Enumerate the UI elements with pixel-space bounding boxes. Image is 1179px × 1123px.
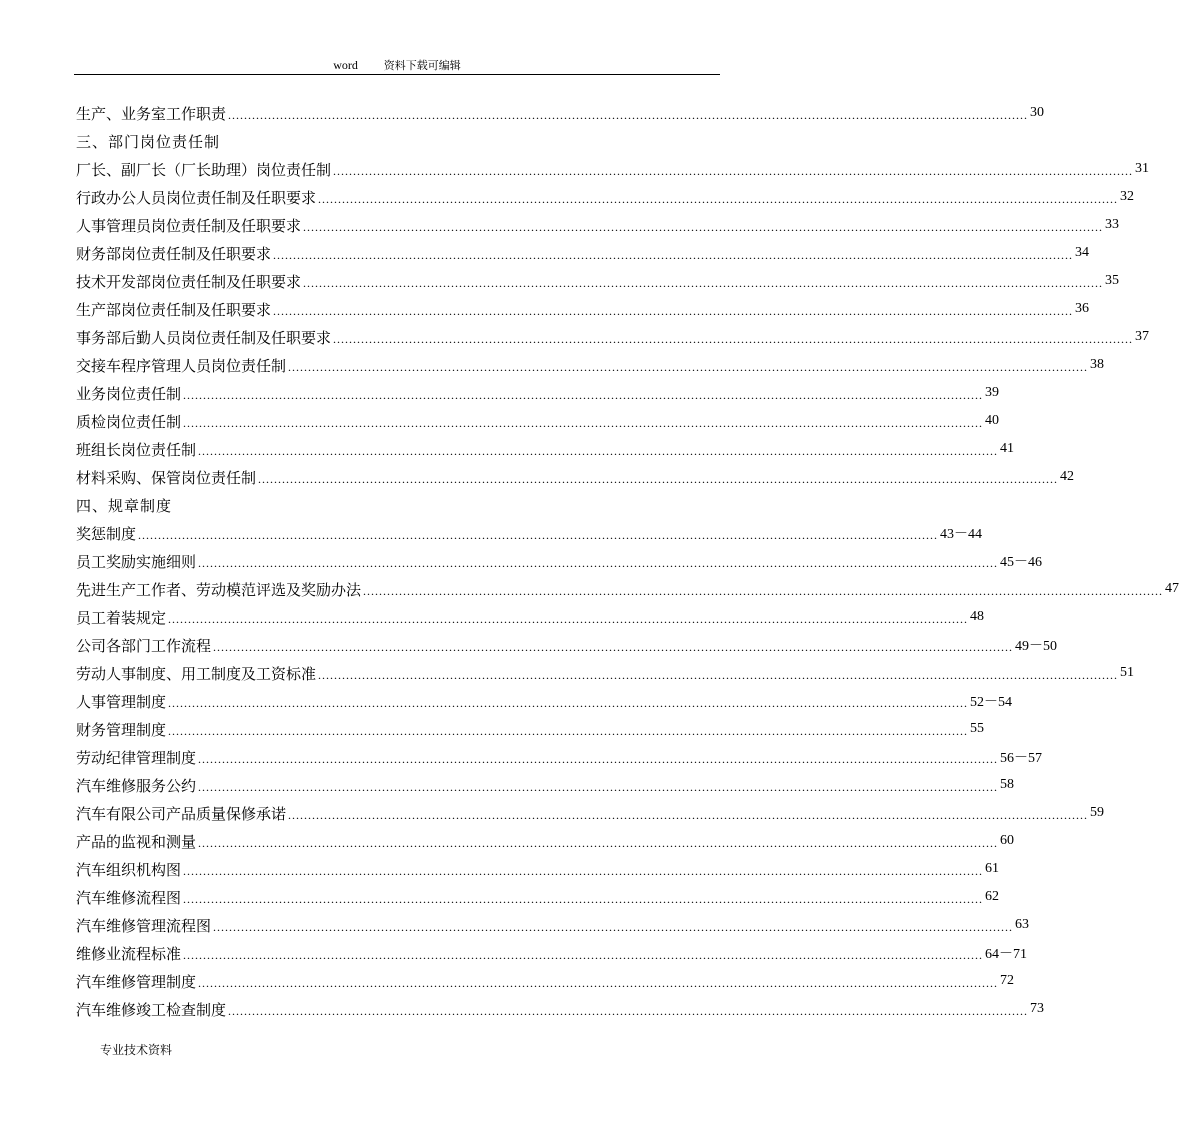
toc-entry-title: 业务岗位责任制 xyxy=(76,384,182,403)
toc-dot-leader: ........................................................................................................................................................................................................ xyxy=(363,583,1164,598)
header-left-text: word xyxy=(333,58,358,72)
toc-entry xyxy=(76,659,1135,687)
toc-page-number: 59 xyxy=(1090,805,1105,820)
toc-entry xyxy=(76,183,1135,211)
toc-page-number: 45－46 xyxy=(1000,555,1043,570)
toc-entry xyxy=(76,939,1028,967)
toc-entry xyxy=(76,967,1015,995)
toc-page-number: 72 xyxy=(1000,973,1015,988)
toc-entry xyxy=(76,911,1030,939)
toc-entry xyxy=(76,351,1105,379)
toc-page-number: 52－54 xyxy=(970,695,1013,710)
toc-page-number: 64－71 xyxy=(985,947,1028,962)
toc-entry xyxy=(76,239,1090,267)
toc-entry xyxy=(76,547,1043,575)
toc-dot-leader: ........................................................................................................................................................................................................ xyxy=(168,723,969,738)
toc-entry-title: 财务部岗位责任制及任职要求 xyxy=(76,244,272,263)
toc-entry xyxy=(76,883,1000,911)
toc-page-number: 43－44 xyxy=(940,527,983,542)
toc-dot-leader: ........................................................................................................................................................................................................ xyxy=(198,835,999,850)
toc-page-number: 62 xyxy=(985,889,1000,904)
toc-dot-leader: ........................................................................................................................................................................................................ xyxy=(138,527,939,542)
toc-entry xyxy=(76,855,1000,883)
toc-page-number: 63 xyxy=(1015,917,1030,932)
toc-entry-title: 事务部后勤人员岗位责任制及任职要求 xyxy=(76,328,332,347)
toc-entry xyxy=(76,267,1120,295)
toc-dot-leader: ........................................................................................................................................................................................................ xyxy=(198,555,999,570)
toc-page-number: 38 xyxy=(1090,357,1105,372)
toc-page-number: 56－57 xyxy=(1000,751,1043,766)
toc-entry xyxy=(76,575,1179,603)
toc-entry xyxy=(76,99,1045,127)
toc-entry xyxy=(76,295,1090,323)
toc-dot-leader: ........................................................................................................................................................................................................ xyxy=(183,863,984,878)
toc-page-number: 33 xyxy=(1105,217,1120,232)
toc-dot-leader: ........................................................................................................................................................................................................ xyxy=(198,751,999,766)
toc-entry-title: 汽车有限公司产品质量保修承诺 xyxy=(76,804,287,823)
toc-entry-title: 生产部岗位责任制及任职要求 xyxy=(76,300,272,319)
toc-entry-title: 劳动纪律管理制度 xyxy=(76,748,197,767)
toc-page-number: 35 xyxy=(1105,273,1120,288)
toc-entry xyxy=(76,463,1075,491)
toc-entry-title: 奖惩制度 xyxy=(76,524,137,543)
toc-entry xyxy=(76,603,985,631)
toc-dot-leader: ........................................................................................................................................................................................................ xyxy=(228,1003,1029,1018)
toc-page-number: 40 xyxy=(985,413,1000,428)
toc-entry xyxy=(76,743,1043,771)
toc-dot-leader: ........................................................................................................................................................................................................ xyxy=(288,359,1089,374)
toc-dot-leader: ........................................................................................................................................................................................................ xyxy=(213,639,1014,654)
toc-page-number: 32 xyxy=(1120,189,1135,204)
toc-page-number: 39 xyxy=(985,385,1000,400)
toc-page-number: 30 xyxy=(1030,105,1045,120)
toc-entry xyxy=(76,995,1045,1023)
toc-entry-title: 汽车维修流程图 xyxy=(76,888,182,907)
toc-entry xyxy=(76,771,1015,799)
toc-dot-leader: ........................................................................................................................................................................................................ xyxy=(183,891,984,906)
toc-page-number: 47 xyxy=(1165,581,1179,596)
toc-entry-title: 公司各部门工作流程 xyxy=(76,636,212,655)
toc-entry-title: 汽车维修竣工检查制度 xyxy=(76,1000,227,1019)
toc-entry-title: 厂长、副厂长（厂长助理）岗位责任制 xyxy=(76,160,332,179)
toc-page-number: 60 xyxy=(1000,833,1015,848)
toc-entry xyxy=(76,155,1150,183)
toc-dot-leader: ........................................................................................................................................................................................................ xyxy=(288,807,1089,822)
toc-page-number: 34 xyxy=(1075,245,1090,260)
toc-entry xyxy=(76,631,1058,659)
toc-page-number: 61 xyxy=(985,861,1000,876)
toc-entry-title: 人事管理员岗位责任制及任职要求 xyxy=(76,216,302,235)
toc-dot-leader: ........................................................................................................................................................................................................ xyxy=(333,163,1134,178)
toc-dot-leader: ........................................................................................................................................................................................................ xyxy=(273,303,1074,318)
page-header xyxy=(74,56,720,75)
toc-dot-leader: ........................................................................................................................................................................................................ xyxy=(303,275,1104,290)
toc-entry xyxy=(76,687,1013,715)
toc-dot-leader: ........................................................................................................................................................................................................ xyxy=(183,387,984,402)
toc-dot-leader: ........................................................................................................................................................................................................ xyxy=(198,975,999,990)
toc-dot-leader: ........................................................................................................................................................................................................ xyxy=(273,247,1074,262)
toc-entry xyxy=(76,379,1000,407)
toc-entry xyxy=(76,519,983,547)
toc-entry-title: 员工着装规定 xyxy=(76,608,167,627)
toc-page-number: 48 xyxy=(970,609,985,624)
toc-entry xyxy=(76,715,985,743)
toc-dot-leader: ........................................................................................................................................................................................................ xyxy=(183,415,984,430)
toc-section-title: 四、规章制度 xyxy=(76,496,173,515)
toc-entry-title: 汽车维修管理流程图 xyxy=(76,916,212,935)
toc-entry xyxy=(76,407,1000,435)
toc-dot-leader: ........................................................................................................................................................................................................ xyxy=(183,947,984,962)
toc-entry xyxy=(76,799,1105,827)
toc-page-number: 41 xyxy=(1000,441,1015,456)
toc-page-number: 42 xyxy=(1060,469,1075,484)
toc-page-number: 49－50 xyxy=(1015,639,1058,654)
toc-entry-title: 汽车维修服务公约 xyxy=(76,776,197,795)
toc-entry xyxy=(76,435,1015,463)
toc-entry-title: 员工奖励实施细则 xyxy=(76,552,197,571)
toc-entry xyxy=(76,211,1120,239)
toc-entry-title: 先进生产工作者、劳动模范评选及奖励办法 xyxy=(76,580,362,599)
page-footer: 专业技术资料 xyxy=(100,1043,173,1057)
toc-entry-title: 维修业流程标准 xyxy=(76,944,182,963)
toc-dot-leader: ........................................................................................................................................................................................................ xyxy=(318,667,1119,682)
toc-section-heading xyxy=(76,127,610,155)
header-right-text: 资料下载可编辑 xyxy=(383,59,461,72)
toc-entry-title: 材料采购、保管岗位责任制 xyxy=(76,468,257,487)
toc-page-number: 73 xyxy=(1030,1001,1045,1016)
toc-dot-leader: ........................................................................................................................................................................................................ xyxy=(333,331,1134,346)
toc-entry xyxy=(76,323,1150,351)
toc-dot-leader: ........................................................................................................................................................................................................ xyxy=(198,443,999,458)
toc-entry-title: 汽车组织机构图 xyxy=(76,860,182,879)
toc-page-number: 37 xyxy=(1135,329,1150,344)
toc-page-number: 36 xyxy=(1075,301,1090,316)
toc-entry-title: 产品的监视和测量 xyxy=(76,832,197,851)
toc-section-title: 三、部门岗位责任制 xyxy=(76,132,221,151)
toc-dot-leader: ........................................................................................................................................................................................................ xyxy=(228,107,1029,122)
toc-entry-title: 财务管理制度 xyxy=(76,720,167,739)
toc-page-number: 31 xyxy=(1135,161,1150,176)
toc-entry-title: 劳动人事制度、用工制度及工资标准 xyxy=(76,664,317,683)
toc-page-number: 55 xyxy=(970,721,985,736)
toc-entry xyxy=(76,827,1015,855)
toc-page-number: 51 xyxy=(1120,665,1135,680)
toc-dot-leader: ........................................................................................................................................................................................................ xyxy=(213,919,1014,934)
table-of-contents xyxy=(76,99,1179,1023)
toc-dot-leader: ........................................................................................................................................................................................................ xyxy=(198,779,999,794)
toc-entry-title: 人事管理制度 xyxy=(76,692,167,711)
toc-entry-title: 生产、业务室工作职责 xyxy=(76,104,227,123)
toc-section-heading xyxy=(76,491,610,519)
toc-dot-leader: ........................................................................................................................................................................................................ xyxy=(168,611,969,626)
toc-entry-title: 汽车维修管理制度 xyxy=(76,972,197,991)
toc-dot-leader: ........................................................................................................................................................................................................ xyxy=(318,191,1119,206)
toc-dot-leader: ........................................................................................................................................................................................................ xyxy=(168,695,969,710)
toc-dot-leader: ........................................................................................................................................................................................................ xyxy=(303,219,1104,234)
toc-entry-title: 质检岗位责任制 xyxy=(76,412,182,431)
toc-entry-title: 技术开发部岗位责任制及任职要求 xyxy=(76,272,302,291)
toc-page-number: 58 xyxy=(1000,777,1015,792)
toc-entry-title: 行政办公人员岗位责任制及任职要求 xyxy=(76,188,317,207)
toc-entry-title: 交接车程序管理人员岗位责任制 xyxy=(76,356,287,375)
toc-dot-leader: ........................................................................................................................................................................................................ xyxy=(258,471,1059,486)
toc-entry-title: 班组长岗位责任制 xyxy=(76,440,197,459)
